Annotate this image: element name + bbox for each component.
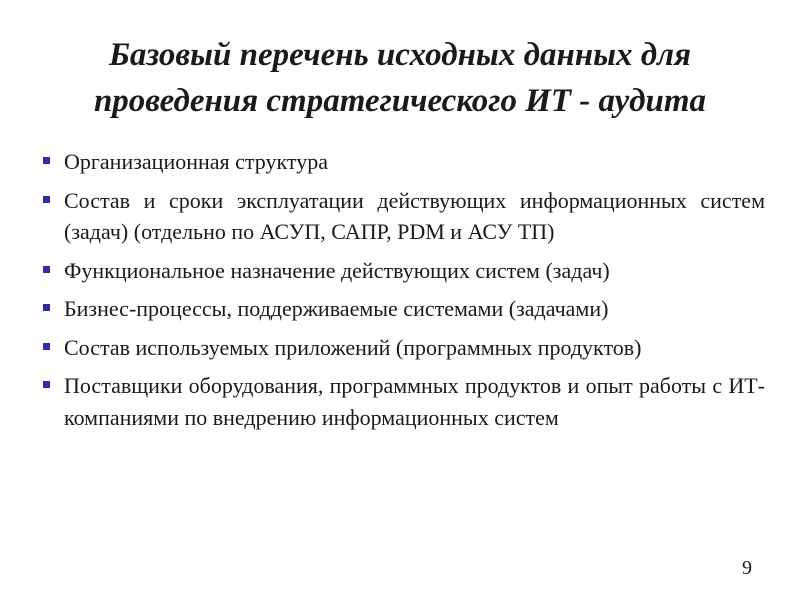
square-bullet-icon (43, 304, 50, 311)
bullet-item-applications (40, 332, 765, 364)
square-bullet-icon (43, 157, 50, 164)
square-bullet-icon (43, 196, 50, 203)
bullet-item-business-processes (40, 293, 765, 325)
slide-title-line-1: Базовый перечень исходных данных для (108, 37, 692, 73)
bullet-list (40, 146, 765, 440)
slide-title (40, 32, 760, 124)
slide-title-line-2: проведения стратегического ИТ - аудита (93, 83, 707, 119)
square-bullet-icon (43, 381, 50, 388)
bullet-text: Состав используемых приложений (программных продуктов) (64, 334, 642, 360)
square-bullet-icon (43, 343, 50, 350)
bullet-text: Бизнес-процессы, поддерживаемые системами (задачами) (64, 296, 609, 321)
square-bullet-icon (43, 266, 50, 273)
bullet-text: Организационная структура (64, 149, 328, 174)
bullet-item-functional-purpose (40, 255, 765, 287)
bullet-item-systems-composition (40, 185, 765, 248)
bullet-item-org-structure (40, 146, 765, 178)
bullet-text: Состав и сроки эксплуатации действующих информационных систем (задач) (отдельно по АСУП, САПР, PDM и АСУ ТП) (64, 187, 765, 244)
bullet-item-suppliers (40, 370, 765, 433)
bullet-text: Поставщики оборудования, программных продуктов и опыт работы с ИТ-компаниями по внедрению информационных систем (64, 373, 765, 430)
bullet-text: Функциональное назначение действующих систем (задач) (64, 257, 610, 283)
page-number: 9 (742, 557, 752, 579)
